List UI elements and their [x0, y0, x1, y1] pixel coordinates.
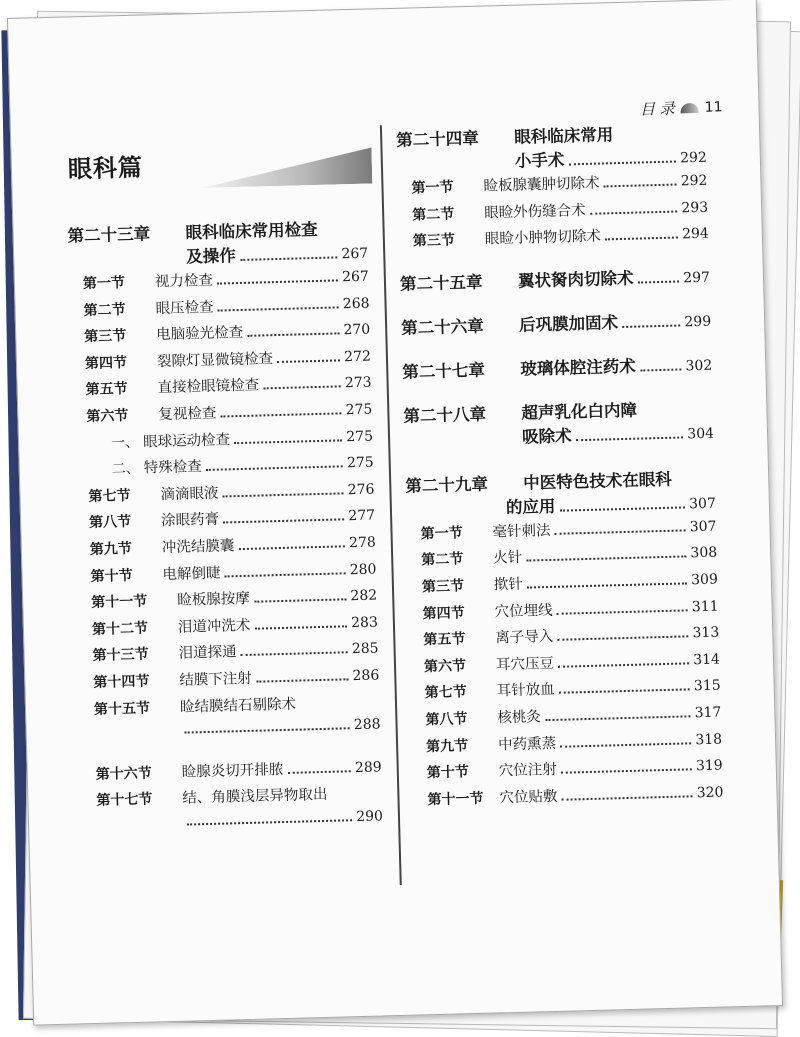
entry-number: 第二节	[412, 205, 455, 224]
entry-title: 滴滴眼液	[160, 485, 219, 503]
chapter-number: 第二十八章	[403, 404, 487, 426]
chapter-title: 超声乳化白内障	[521, 400, 638, 423]
entry-title: 电解倒睫	[162, 565, 221, 583]
page-ref: 313	[692, 624, 720, 642]
page-ref: 275	[346, 428, 374, 445]
page-ref: 280	[349, 561, 377, 578]
chapter-title: 后巩膜加固术	[518, 312, 619, 335]
page-ref: 276	[347, 481, 375, 498]
dot-leader	[638, 280, 680, 283]
dot-leader	[217, 279, 338, 284]
entry-number: 第一节	[420, 525, 463, 543]
entry-title: 涂眼药膏	[160, 511, 220, 530]
entry-title: 眼睑小肿物切除术	[484, 228, 602, 248]
dot-leader	[218, 306, 339, 311]
chapter-title: 玻璃体腔注药术	[520, 356, 637, 379]
chapter-title-cont: 小手术	[514, 150, 565, 171]
entry-title: 睑板腺按摩	[177, 590, 250, 609]
entry-title: 复视检查	[158, 405, 217, 424]
entry-number: 第十节	[426, 764, 470, 782]
entry-title: 结、角膜浅层异物取出	[182, 787, 328, 807]
entry-title: 电脑验光检查	[156, 325, 244, 344]
entry-number: 第十三节	[92, 646, 149, 665]
subentry-number: 二、	[111, 460, 140, 478]
entry-number: 第七节	[424, 684, 467, 702]
toc-chapter[interactable]	[67, 215, 368, 271]
entry-number: 第六节	[423, 657, 467, 676]
page-ref: 289	[354, 759, 382, 776]
dot-leader	[240, 256, 338, 261]
entry-title: 睑板腺囊肿切除术	[483, 175, 600, 195]
page-number: 11	[704, 98, 723, 116]
entry-number: 第十节	[90, 567, 133, 585]
dot-leader	[576, 436, 684, 441]
page-ref: 297	[683, 269, 711, 287]
entry-title: 中药熏蒸	[497, 735, 557, 753]
toc-entry[interactable]	[94, 690, 381, 751]
dot-leader	[185, 727, 350, 733]
dot-leader	[234, 439, 342, 444]
page-ref: 319	[695, 757, 723, 775]
entry-number: 第九节	[425, 737, 469, 755]
entry-number: 第九节	[89, 540, 133, 558]
entry-number: 第五节	[423, 631, 466, 649]
page-ref: 285	[351, 640, 379, 658]
entry-number: 第四节	[84, 354, 128, 372]
dot-leader	[187, 819, 352, 825]
page-ref: 307	[688, 495, 717, 513]
page-ref: 292	[680, 172, 708, 190]
page-ref: 267	[341, 268, 370, 286]
chapter-title: 眼科临床常用	[513, 125, 614, 147]
entry-number: 第十一节	[427, 790, 484, 808]
page-ref: 302	[685, 357, 713, 375]
dot-leader	[555, 529, 686, 534]
entry-number: 第三节	[84, 328, 127, 346]
chapter-title-cont: 吸除术	[521, 426, 572, 447]
entry-title: 穴位注射	[498, 761, 558, 780]
chapter-title-cont: 的应用	[505, 496, 556, 517]
dot-leader	[545, 715, 691, 721]
entry-title: 离子导入	[495, 629, 554, 647]
dot-leader	[590, 210, 678, 214]
entry-title: 睑结膜结石剔除术	[179, 696, 297, 716]
page-ref: 311	[691, 598, 719, 615]
dot-leader	[560, 742, 691, 747]
toc-entry[interactable]	[96, 782, 383, 843]
entry-number: 第一节	[82, 274, 126, 293]
page-ref: 314	[693, 651, 721, 668]
page-ref: 309	[690, 571, 719, 589]
entry-title: 泪道冲洗术	[177, 617, 251, 636]
entry-title: 穴位埋线	[494, 602, 553, 620]
toc-chapter[interactable]	[403, 394, 714, 450]
dot-leader	[206, 466, 343, 472]
page-ref: 278	[348, 534, 376, 552]
page-ref: 277	[348, 507, 376, 525]
entry-number: 第七节	[88, 487, 131, 505]
entry-number: 第十五节	[93, 699, 151, 718]
page-ref: 267	[341, 245, 369, 263]
chapter-title: 中医特色技术在眼科	[523, 469, 672, 493]
dot-leader	[526, 556, 686, 562]
dot-leader	[604, 184, 677, 188]
entry-number: 第十六节	[95, 765, 152, 783]
dot-leader	[254, 625, 347, 629]
dot-leader	[254, 598, 347, 602]
entry-title: 视力检查	[154, 272, 214, 291]
page-ref: 317	[694, 704, 722, 722]
dot-leader	[241, 652, 348, 657]
entry-title: 核桃灸	[497, 709, 542, 727]
dot-leader	[263, 386, 341, 390]
running-head	[640, 96, 723, 119]
entry-number: 第八节	[425, 711, 468, 729]
subentry-number: 一、	[110, 434, 140, 451]
dot-leader	[223, 492, 344, 497]
entry-number: 第一节	[411, 179, 454, 197]
page-ref: 308	[690, 544, 718, 562]
page-ref: 292	[679, 149, 708, 167]
entry-title: 耳针放血	[496, 682, 555, 700]
dot-leader	[256, 678, 349, 682]
page-ref: 318	[695, 731, 723, 748]
dot-leader	[559, 689, 690, 694]
page-ref: 273	[344, 374, 372, 392]
page-ref: 304	[687, 425, 715, 443]
entry-title: 眼睑外伤缝合术	[483, 202, 586, 222]
page-ref: 282	[350, 587, 378, 605]
toc-chapter[interactable]	[396, 119, 707, 175]
entry-title: 毫针刺法	[492, 522, 551, 541]
page-ref: 293	[681, 199, 709, 216]
entry-number: 第十一节	[91, 593, 148, 612]
dot-leader	[559, 506, 685, 511]
entry-number: 第四节	[422, 604, 465, 622]
chapter-title: 眼科临床常用检查	[185, 219, 318, 243]
entry-number: 第十二节	[91, 620, 149, 638]
page-ref: 294	[681, 225, 710, 243]
title-decoration	[202, 147, 373, 187]
section-title: 眼科篇	[67, 153, 144, 184]
chapter-number: 第二十六章	[400, 316, 484, 338]
dot-leader	[622, 324, 680, 328]
entry-title: 结膜下注射	[179, 670, 253, 689]
section-list	[69, 265, 384, 843]
toc-left-column	[67, 215, 383, 843]
dot-leader	[223, 519, 344, 524]
dot-leader	[225, 572, 346, 577]
chapter-number: 第二十九章	[405, 474, 489, 496]
dot-leader	[287, 770, 351, 774]
entry-title: 耳穴压豆	[495, 655, 555, 674]
ornament-icon	[681, 102, 699, 112]
running-head-label: 目 录	[639, 99, 675, 119]
entry-number: 第八节	[88, 514, 132, 532]
entry-title: 泪道探通	[178, 644, 237, 663]
entry-number: 第三节	[421, 578, 465, 596]
entry-title: 火针	[493, 550, 523, 567]
dot-leader	[557, 609, 688, 614]
page-ref: 320	[696, 784, 724, 801]
chapter-number: 第二十七章	[402, 360, 486, 382]
toc-page	[7, 0, 783, 1026]
dot-leader	[568, 161, 676, 166]
dot-leader	[561, 768, 692, 773]
entry-number: 第十四节	[93, 673, 150, 691]
page-ref: 272	[343, 348, 372, 366]
page-ref: 290	[356, 808, 384, 825]
toc-right-column	[396, 119, 724, 815]
entry-title: 冲洗结膜囊	[161, 538, 235, 557]
entry-title: 裂隙灯显微镜检查	[156, 350, 274, 370]
entry-title: 眼压检查	[155, 299, 214, 317]
dot-leader	[220, 412, 341, 417]
page-ref: 315	[693, 677, 721, 695]
page-ref: 283	[350, 614, 379, 631]
dot-leader	[527, 582, 687, 588]
page-ref: 307	[689, 518, 717, 536]
subentry-title: 眼球运动检查	[142, 431, 231, 451]
dot-leader	[238, 545, 345, 550]
entry-title: 穴位贴敷	[499, 788, 558, 807]
entry-title: 直接检眼镜检查	[157, 377, 260, 397]
entry-number: 第六节	[86, 407, 129, 426]
chapter-number: 第二十四章	[396, 128, 479, 150]
entry-title: 睑腺炎切开排脓	[181, 761, 284, 781]
chapter-title: 翼状胬肉切除术	[517, 268, 634, 291]
section-list	[406, 514, 724, 815]
dot-leader	[640, 368, 682, 371]
section-list	[397, 169, 709, 257]
page-ref: 299	[684, 313, 712, 331]
dot-leader	[277, 359, 340, 363]
dot-leader	[605, 237, 678, 241]
page-ref: 270	[343, 321, 371, 339]
page-ref: 275	[345, 401, 373, 419]
entry-title: 揿针	[493, 576, 524, 594]
chapter-number: 第二十三章	[67, 224, 151, 246]
entry-number: 第十七节	[96, 791, 153, 810]
dot-leader	[247, 333, 339, 337]
dot-leader	[558, 662, 689, 667]
dot-leader	[557, 636, 688, 641]
dot-leader	[562, 795, 693, 800]
entry-number: 第三节	[412, 232, 456, 250]
entry-number: 第五节	[85, 381, 128, 399]
entry-number: 第二节	[83, 301, 126, 319]
chapter-number: 第二十五章	[399, 272, 483, 294]
page-ref: 286	[352, 667, 380, 685]
subentry-title: 特殊检查	[143, 459, 202, 477]
page-ref: 268	[342, 295, 370, 312]
page-ref: 288	[353, 716, 381, 734]
toc-chapter[interactable]	[405, 464, 716, 520]
chapter-title-cont: 及操作	[186, 246, 236, 267]
page-ref: 275	[346, 454, 374, 472]
entry-number: 第二节	[421, 551, 464, 569]
